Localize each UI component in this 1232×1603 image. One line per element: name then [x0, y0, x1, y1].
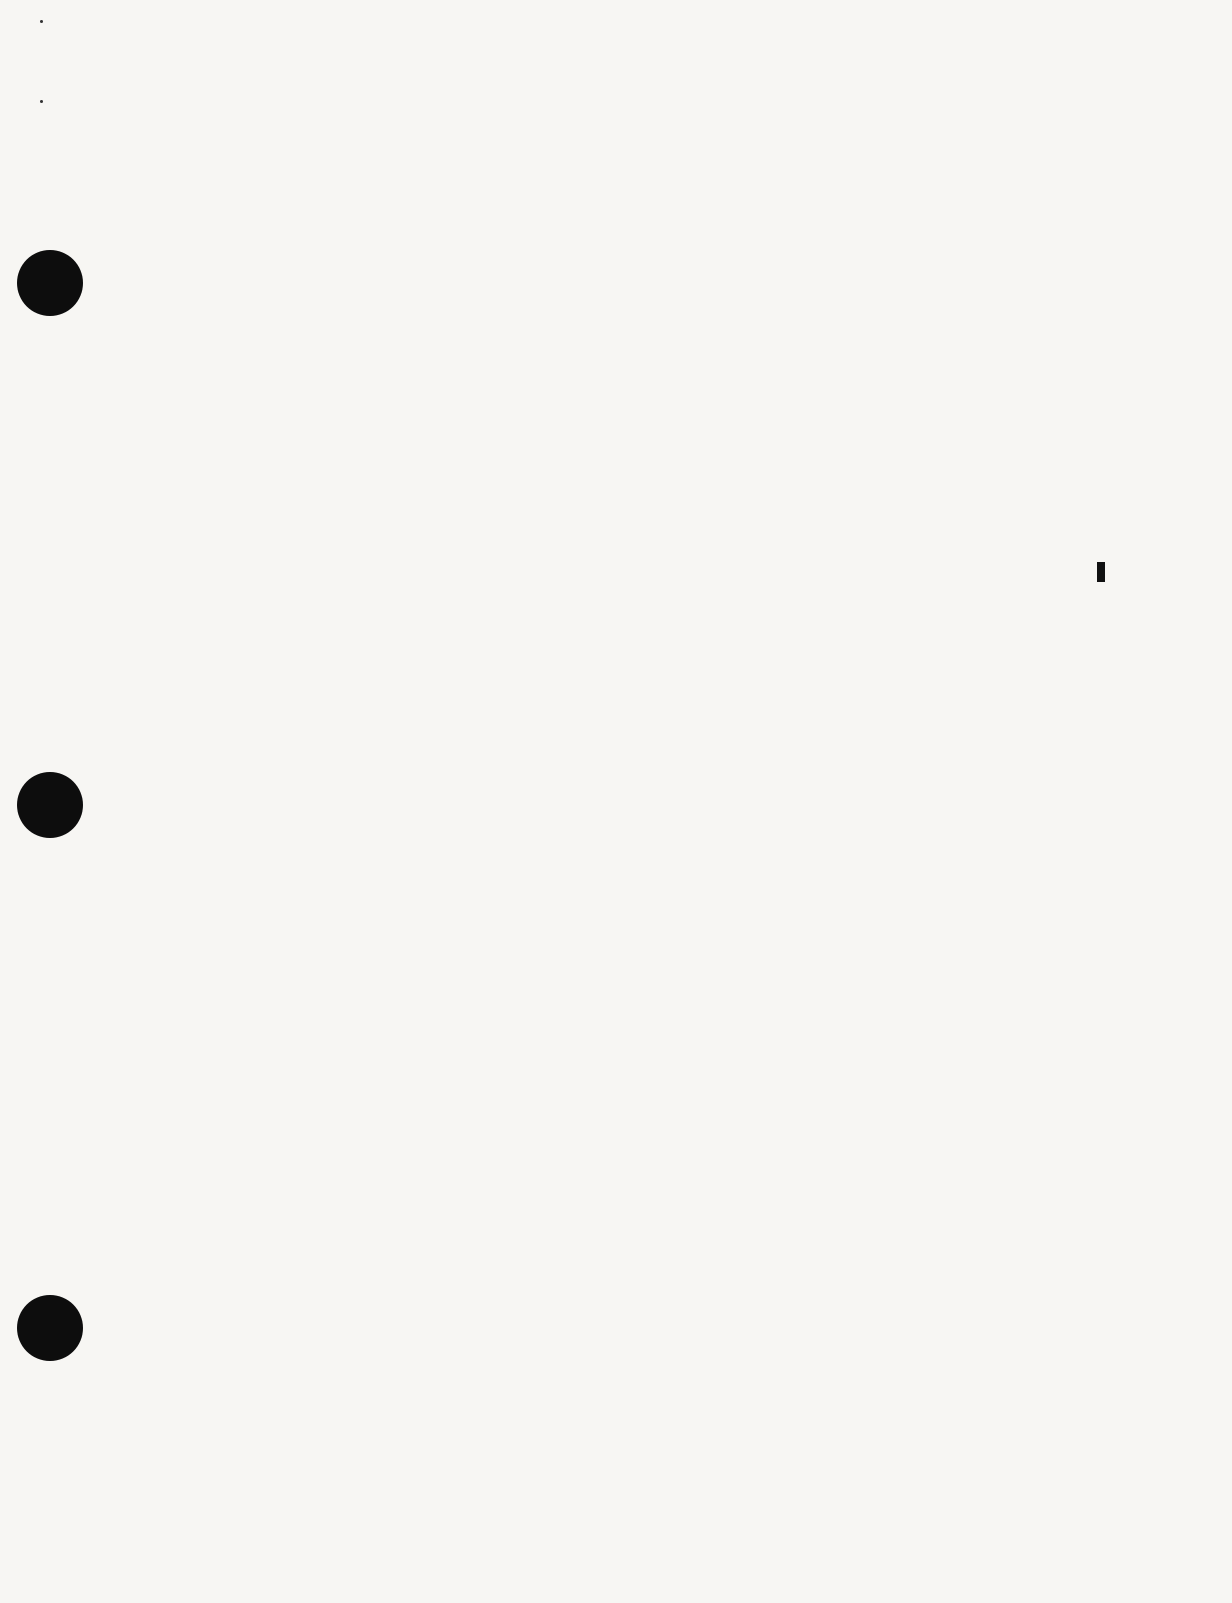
punch-hole-middle: [17, 772, 83, 838]
page-footer: [1094, 1517, 1120, 1539]
speck-mark: [40, 20, 43, 23]
punch-hole-top: [17, 250, 83, 316]
punch-hole-bottom: [17, 1295, 83, 1361]
change-bar: [1097, 562, 1105, 582]
speck-mark: [40, 100, 43, 103]
